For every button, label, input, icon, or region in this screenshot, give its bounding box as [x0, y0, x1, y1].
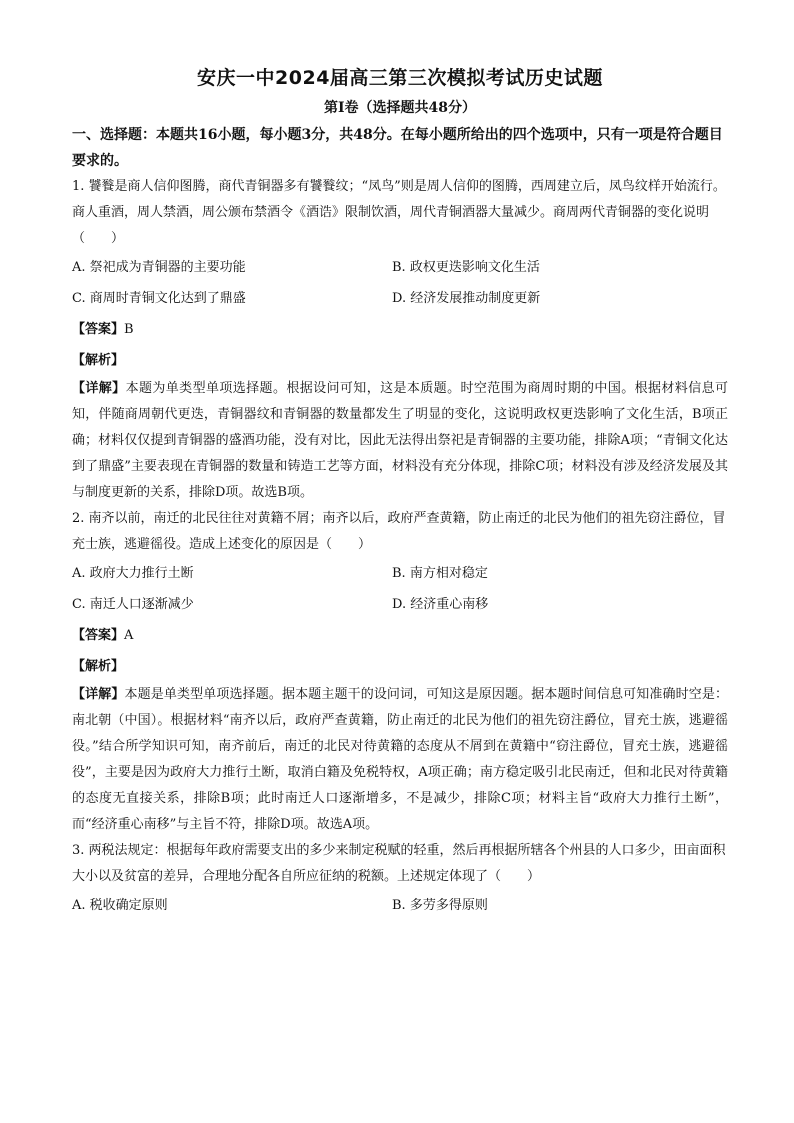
detail-paragraph [72, 376, 728, 506]
section-instructions: 一、选择题：本题共16小题，每小题3分，共48分。在每小题所给出的四个选项中，只有一项是符合题目要求的。 [72, 127, 723, 169]
document-subtitle: 第Ⅰ卷（选择题共48分） [323, 100, 477, 116]
question-stem: 1. 饕餮是商人信仰图腾，商代青铜器多有饕餮纹；“凤鸟”则是周人信仰的图腾，西周建立后，凤鸟纹样开始流行。商人重酒，周人禁酒，周公颁布禁酒令《酒诰》限制饮酒，周代青铜酒器大量减少。商周两代青铜器的变化说明（ ） [72, 179, 726, 246]
answer-tag: 【答案】 [72, 628, 125, 643]
analysis-tag: 【解析】 [72, 353, 125, 368]
analysis-tag: 【解析】 [72, 659, 125, 674]
document-title: 安庆一中2024届高三第三次模拟考试历史试题 [197, 67, 603, 89]
option-b: B. 多劳多得原则 [392, 898, 488, 913]
option-b: B. 政权更迭影响文化生活 [392, 260, 540, 275]
answer-tag: 【答案】 [72, 322, 125, 337]
option-a: A. 祭祀成为青铜器的主要功能 [72, 260, 246, 275]
question-3 [72, 838, 728, 921]
answer-line [72, 620, 728, 651]
option-d: D. 经济重心南移 [392, 597, 489, 612]
option-c: C. 南迁人口逐渐减少 [72, 597, 194, 612]
option-b: B. 南方相对稳定 [392, 566, 488, 581]
option-a: A. 政府大力推行土断 [72, 566, 194, 581]
option-list [72, 890, 728, 921]
answer-line [72, 314, 728, 345]
option-list [72, 558, 728, 620]
answer-value: B [124, 322, 134, 337]
document-page [72, 64, 728, 921]
option-list [72, 252, 728, 314]
question-stem: 2. 南齐以前，南迁的北民往往对黄籍不屑；南齐以后，政府严查黄籍，防止南迁的北民为他们的祖先窃注爵位，冒充士族，逃避徭役。造成上述变化的原因是（ ） [72, 511, 726, 552]
question-1 [72, 174, 728, 506]
option-a: A. 税收确定原则 [72, 898, 168, 913]
detail-text: 本题是单类型单项选择题。据本题主题干的设问词，可知这是原因题。据本题时间信息可知准确时空是：南北朝（中国）。根据材料“南齐以后，政府严查黄籍，防止南迁的北民为他们的祖先窃注爵位，冒充士族，逃避徭役。”结合所学知识可知，南齐前后，南迁的北民对待黄籍的态度从不屑到在黄籍中“窃注爵位，冒充士族，逃避徭役”，主要是因为政府大力推行土断，取消白籍及免税特权，A项正确；南方稳定吸引北民南迁，但和北民对待黄籍的态度无直接关系，排除B项；此时南迁人口逐渐增多，不是减少，排除C项；材料主旨“政府大力推行土断”，而“经济重心南移”与主旨不符，排除D项。故选A项。 [72, 687, 728, 832]
detail-text: 本题为单类型单项选择题。根据设问可知，这是本质题。时空范围为商周时期的中国。根据材料信息可知，伴随商周朝代更迭，青铜器纹和青铜器的数量都发生了明显的变化，这说明政权更迭影响了文化生活，B项正确；材料仅仅提到青铜器的盛酒功能，没有对比，因此无法得出祭祀是青铜器的主要功能，排除A项；“青铜文化达到了鼎盛”主要表现在青铜器的数量和铸造工艺等方面，材料没有充分体现，排除C项；材料没有涉及经济发展及其与制度更新的关系，排除D项。故选B项。 [72, 381, 728, 500]
question-stem: 3. 两税法规定：根据每年政府需要支出的多少来制定税赋的轻重，然后再根据所辖各个州县的人口多少，田亩面积大小以及贫富的差异，合理地分配各自所应征纳的税额。上述规定体现了（ ） [72, 843, 726, 884]
detail-paragraph [72, 682, 728, 838]
detail-tag: 【详解】 [72, 687, 125, 702]
detail-tag: 【详解】 [72, 381, 126, 396]
answer-value: A [124, 628, 134, 643]
option-c: C. 商周时青铜文化达到了鼎盛 [72, 291, 246, 306]
option-d: D. 经济发展推动制度更新 [392, 291, 541, 306]
question-2 [72, 506, 728, 838]
